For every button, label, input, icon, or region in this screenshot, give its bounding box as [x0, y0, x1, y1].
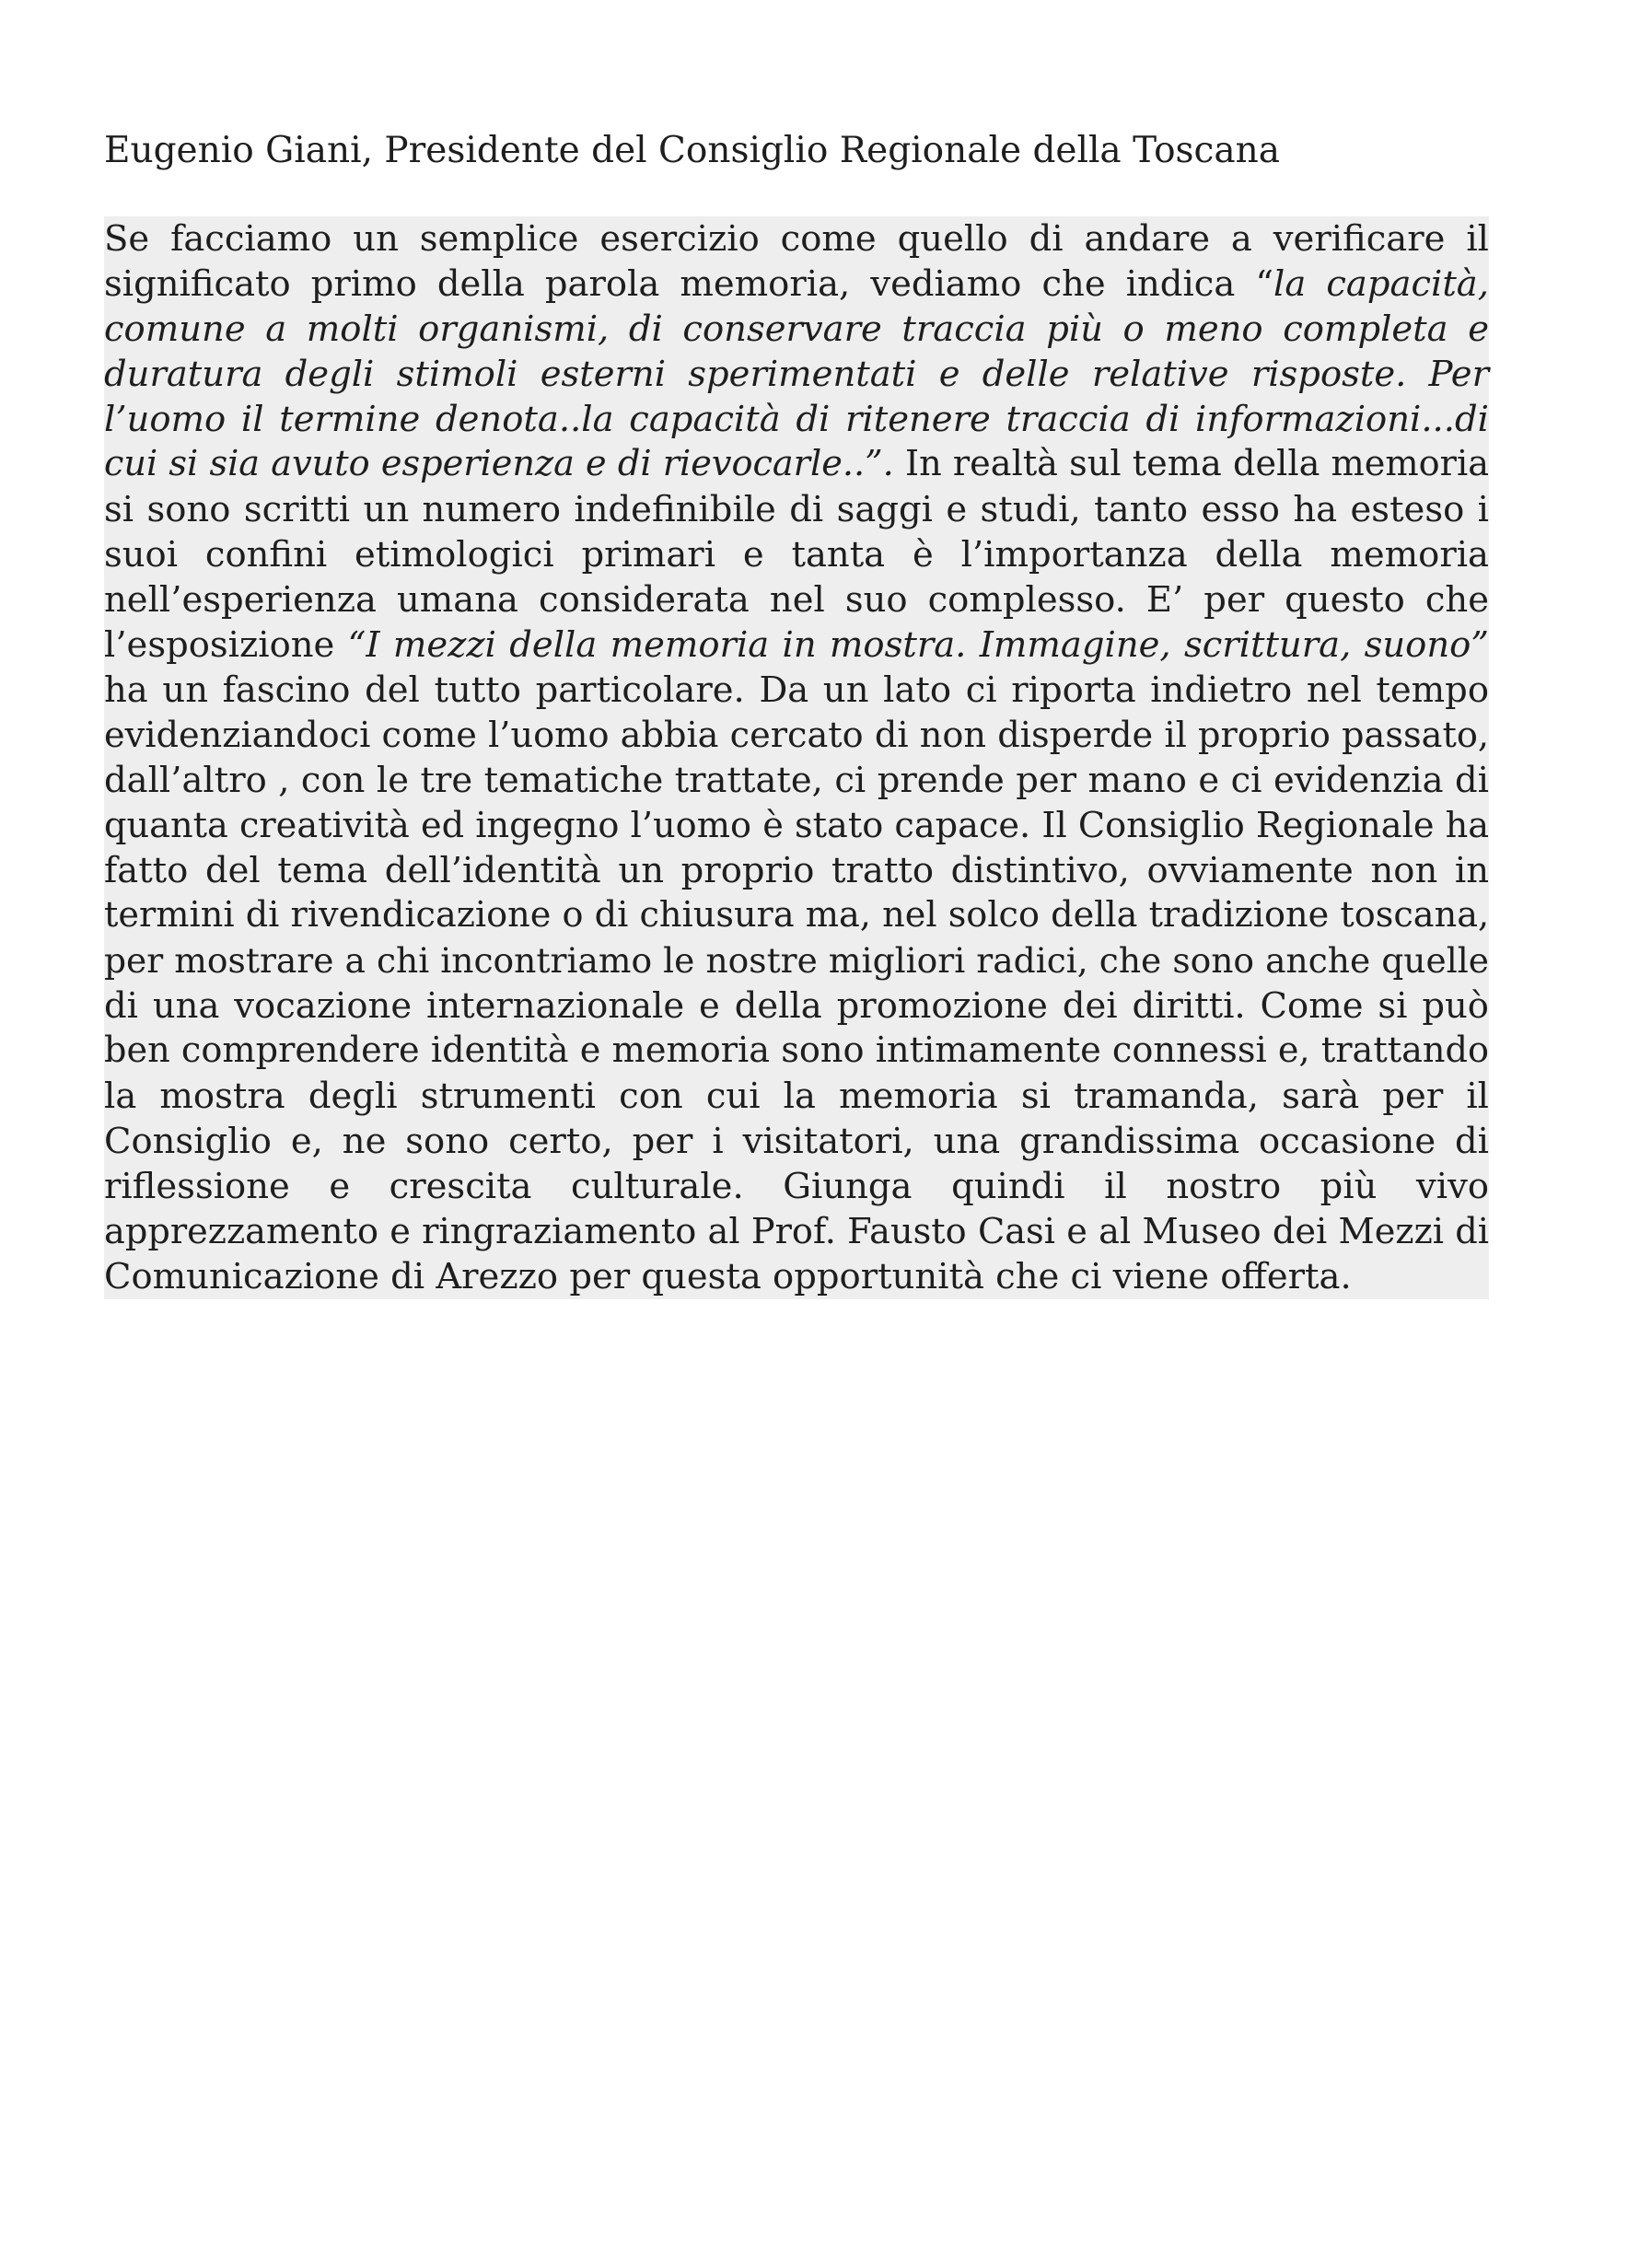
- text-run: di una vocazione internazionale e della promozione dei diritti. Come si può: [104, 985, 1489, 1027]
- paragraph-line: [104, 983, 1489, 1029]
- text-run: fatto del tema dell’identità un proprio tratto distintivo, ovviamente non in: [104, 850, 1489, 891]
- paragraph-line: [104, 668, 1489, 713]
- paragraph-line: [104, 713, 1489, 758]
- italic-text: comune a molti organismi, di conservare traccia più o meno completa e: [104, 308, 1489, 350]
- text-run: apprezzamento e ringraziamento al Prof. Fausto Casi e al Museo dei Mezzi di: [104, 1211, 1489, 1252]
- italic-text: duratura degli stimoli esterni sperimentati e delle relative risposte. Per: [104, 354, 1489, 395]
- text-run: quanta creatività ed ingegno l’uomo è stato capace. Il Consiglio Regionale ha: [104, 805, 1490, 846]
- paragraph-line: [104, 803, 1489, 848]
- paragraph-line: [104, 622, 1489, 668]
- paragraph-line: [104, 487, 1489, 532]
- text-run: l’esposizione: [104, 624, 348, 666]
- text-run: significato primo della parola memoria, vediamo che indica “: [104, 263, 1274, 305]
- text-run: la mostra degli strumenti con cui la memoria si tramanda, sarà per il: [104, 1076, 1489, 1117]
- text-run: termini di rivendicazione o di chiusura ma, nel solco della tradizione toscana,: [104, 895, 1490, 936]
- text-run: In realtà sul tema della memoria: [893, 444, 1489, 484]
- document-heading: Eugenio Giani, Presidente del Consiglio Regionale della Toscana: [104, 130, 1281, 171]
- text-run: riflessione e crescita culturale. Giunga quindi il nostro più vivo: [104, 1166, 1489, 1207]
- paragraph-line: [104, 893, 1489, 938]
- paragraph-line: [104, 442, 1489, 487]
- text-run: nell’esperienza umana considerata nel suo complesso. E’ per questo che: [104, 579, 1489, 621]
- text-run: Se facciamo un semplice esercizio come quello di andare a verificare il: [104, 218, 1489, 260]
- italic-text: la capacità,: [1273, 263, 1489, 305]
- italic-text: “I mezzi della memoria in mostra. Immagine, scrittura, suono”: [347, 624, 1489, 666]
- text-run: dall’altro , con le tre tematiche trattate, ci prende per mano e ci evidenzia di: [104, 760, 1489, 801]
- paragraph-line: [104, 1074, 1489, 1119]
- text-run: suoi confini etimologici primari e tanta è l’importanza della memoria: [104, 534, 1489, 576]
- text-run: Comunicazione di Arezzo per questa opportunità che ci viene offerta.: [104, 1256, 1352, 1297]
- paragraph-line: [104, 216, 1489, 262]
- paragraph-line: [104, 1029, 1489, 1074]
- paragraph-line: [104, 352, 1489, 397]
- paragraph-line: [104, 758, 1489, 803]
- text-run: ha un fascino del tutto particolare. Da un lato ci riporta indietro nel tempo: [104, 669, 1489, 711]
- text-run: per mostrare a chi incontriamo le nostre migliori radici, che sono anche quelle: [104, 940, 1489, 981]
- paragraph-line: [104, 1209, 1489, 1254]
- text-run: si sono scritti un numero indefinibile di saggi e studi, tanto esso ha esteso i: [104, 489, 1489, 530]
- text-run: Consiglio e, ne sono certo, per i visitatori, una grandissima occasione di: [104, 1121, 1489, 1162]
- paragraph-line: [104, 307, 1489, 352]
- paragraph-line: [104, 1254, 1489, 1299]
- text-run: evidenziandoci come l’uomo abbia cercato di non disperde il proprio passato,: [104, 715, 1490, 756]
- paragraph-line: [104, 938, 1489, 983]
- paragraph-line: [104, 1164, 1489, 1209]
- italic-text: l’uomo il termine denota..la capacità di ritenere traccia di informazioni...di: [104, 399, 1489, 440]
- italic-text: cui si sia avuto esperienza e di rievocarle..”.: [104, 444, 894, 484]
- text-run: ben comprendere identità e memoria sono intimamente connessi e, trattando: [104, 1030, 1489, 1071]
- paragraph-line: [104, 532, 1489, 577]
- paragraph-line: [104, 397, 1489, 442]
- paragraph-line: [104, 262, 1489, 307]
- paragraph-line: [104, 1119, 1489, 1164]
- paragraph-line: [104, 848, 1489, 893]
- body-paragraph: [104, 216, 1489, 1299]
- paragraph-line: [104, 577, 1489, 622]
